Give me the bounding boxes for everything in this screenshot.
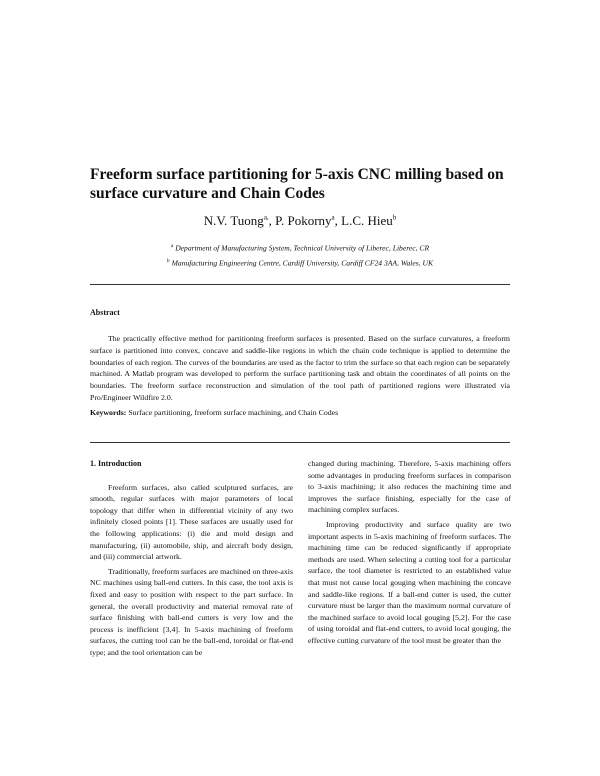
- paper-title: Freeform surface partitioning for 5-axis CNC milling based on surface curvature and Chain Codes: [90, 166, 504, 202]
- body-paragraph: changed during machining. Therefore, 5-axis machining offers some advantages in producing freeform surfaces in comparison to 3-axis machining; it also reduces the machining time and improves the surface finishing, especially for the case of machining complex surfaces.: [308, 459, 511, 515]
- body-paragraph: Freeform surfaces, also called sculptured surfaces, are smooth, regular surfaces with major parameters of local topology that differ when in differential vicinity of any two infinitely closed points [1]. These surfaces are usually used for the following applications: (i) die and mold design and manufacturing, (ii) automobile, ship, and aircraft body design, and (iii) commercial artwork.: [90, 482, 293, 562]
- author-name: P. Pokorny: [275, 213, 332, 228]
- column-right: [308, 458, 511, 650]
- author-affiliation-mark: b: [392, 213, 397, 222]
- divider-top: [90, 284, 510, 285]
- author-separator: ,: [334, 213, 342, 228]
- divider-bottom: [90, 442, 510, 443]
- column-left: [90, 458, 293, 662]
- author-list: [0, 213, 600, 229]
- body-paragraph: Improving productivity and surface quality are two important aspects in 5-axis machining of freeform surfaces. The machining time can be reduced significantly if appropriate methods are used. When selecting a cutting tool for a particular surface, the tool diameter is restricted to an established value that must not cause local gouging when machining the concave and saddle-like regions. If a ball-end cutter is used, the cutter curvature must be larger than the maximum normal curvature of the machined surface to avoid local gouging [5,2]. For the case of using toroidal and flat-end cutters, to avoid local gouging, the effective cutting curvature of the tool must be greater than the: [308, 519, 511, 645]
- author-separator: ,: [268, 213, 276, 228]
- affiliation-text: Department of Manufacturing System, Technical University of Liberec, Liberec, CR: [175, 243, 430, 253]
- keywords-line: [90, 408, 510, 417]
- author-affiliation-mark: a: [331, 213, 335, 222]
- keywords-text: Surface partitioning, freeform surface machining, and Chain Codes: [128, 408, 339, 417]
- affiliation-text: Manufacturing Engineering Centre, Cardiff University, Cardiff CF24 3AA, Wales, UK: [171, 258, 434, 268]
- affiliation: [0, 255, 600, 270]
- affiliation-list: [0, 240, 600, 269]
- author-affiliation-mark: a,: [263, 213, 269, 222]
- body-paragraph: Traditionally, freeform surfaces are machined on three-axis NC machines using ball-end cutters. In this case, the tool axis is fixed and easy to position with respect to the part surface. In general, the overall productivity and material removal rate of surface finishing with ball-end cutters is very low and the process is inefficient [3,4]. In 5-axis machining of freeform surfaces, the cutting tool can be the ball-end, toroidal or flat-end type; and the tool orientation can be: [90, 566, 293, 657]
- abstract-text: The practically effective method for partitioning freeform surfaces is presented. Based on the surface curvatures, a freeform surface is partitioned into convex, concave and saddle-like regions in which the chain code technique is applied to determine the boundaries of each region. The curves of the boundaries are used as the factor to trim the surface so that each region can be separately machined. A Matlab program was developed to perform the surface partitioning task and obtain the coordinates of all points on the boundaries. The freeform surface reconstruction and simulation of the tool path of partitioned regions were illustrated via Pro/Engineer Wildfire 2.0.: [90, 334, 510, 402]
- affiliation-mark: b: [166, 257, 170, 264]
- affiliation: [0, 240, 600, 255]
- affiliation-mark: a: [170, 243, 174, 249]
- keywords-label: Keywords:: [90, 408, 127, 417]
- author-name: N.V. Tuong: [203, 213, 264, 228]
- abstract-heading: Abstract: [90, 308, 120, 317]
- section-heading: 1. Introduction: [90, 459, 142, 468]
- author-name: L.C. Hieu: [341, 213, 393, 228]
